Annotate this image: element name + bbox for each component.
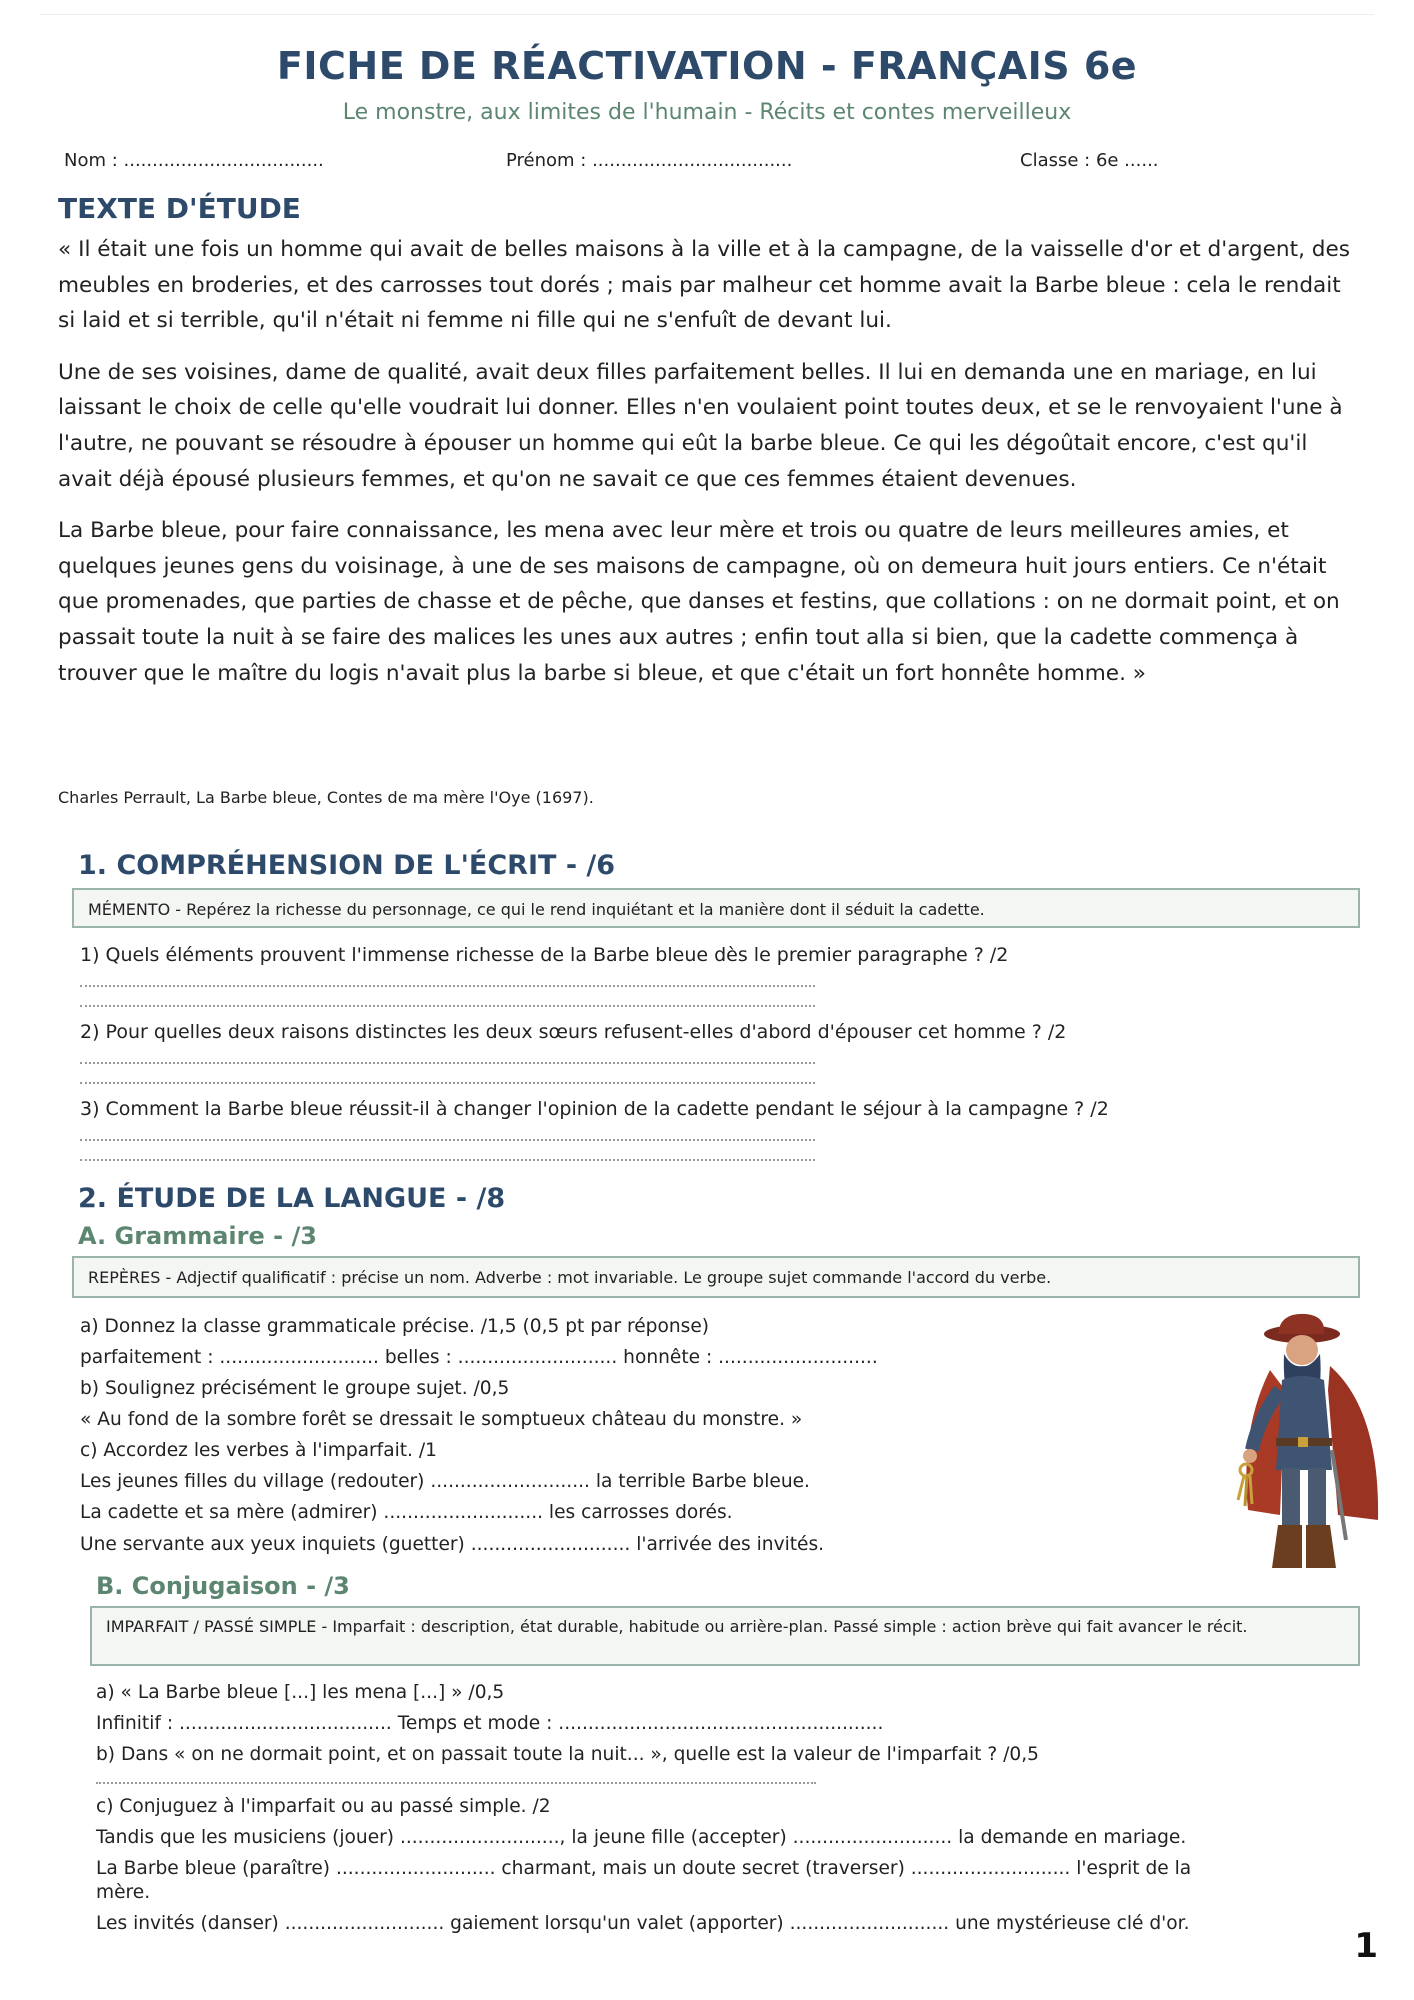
grammar-question-a: a) Donnez la classe grammaticale précise. /1,5 (0,5 pt par réponse) [80, 1316, 710, 1337]
page-subtitle: Le monstre, aux limites de l'humain - Récits et contes merveilleux [342, 100, 1072, 125]
memento-box [72, 888, 1360, 928]
conjugation-memo-text: IMPARFAIT / PASSÉ SIMPLE - Imparfait : description, état durable, habitude ou arrière-plan. Passé simple : action brève qui fait avancer le récit. [106, 1617, 1248, 1636]
section-1-heading: 1. COMPRÉHENSION DE L'ÉCRIT - /6 [78, 850, 616, 881]
grammar-sentence-c2[interactable]: La cadette et sa mère (admirer) ........................... les carrosses dorés. [80, 1502, 733, 1523]
top-divider [40, 14, 1374, 15]
conjugation-question-c: c) Conjuguez à l'imparfait ou au passé simple. /2 [96, 1796, 551, 1817]
study-text [58, 232, 1358, 707]
grammar-heading: A. Grammaire - /3 [78, 1222, 317, 1250]
answer-line[interactable] [80, 1082, 815, 1084]
conjugation-question-a: a) « La Barbe bleue [...] les mena [...] » /0,5 [96, 1682, 505, 1703]
grammar-sentence-b[interactable]: « Au fond de la sombre forêt se dressait le somptueux château du monstre. » [80, 1409, 803, 1430]
page-number: 1 [1354, 1926, 1378, 1966]
conjugation-answer-line-a[interactable]: Infinitif : .................................... Temps et mode : ....................................................... [96, 1713, 884, 1734]
reperes-box [72, 1256, 1360, 1298]
conjugation-sentence-c1[interactable]: Tandis que les musiciens (jouer) ..........................., la jeune fille (accepter) ........................... la demande en mariage. [96, 1827, 1187, 1848]
question-1: 1) Quels éléments prouvent l'immense richesse de la Barbe bleue dès le premier paragraphe ? /2 [80, 944, 1009, 966]
grammar-question-c: c) Accordez les verbes à l'imparfait. /1 [80, 1440, 437, 1461]
answer-line[interactable] [80, 985, 815, 987]
text-source: Charles Perrault, La Barbe bleue, Contes de ma mère l'Oye (1697). [58, 788, 594, 807]
conjugation-question-b: b) Dans « on ne dormait point, et on passait toute la nuit... », quelle est la valeur de l'imparfait ? /0,5 [96, 1744, 1039, 1765]
answer-line[interactable] [80, 1159, 815, 1161]
grammar-sentence-c1[interactable]: Les jeunes filles du village (redouter) ........................... la terrible Barbe bleue. [80, 1471, 810, 1492]
answer-line[interactable] [96, 1782, 816, 1784]
study-paragraph: La Barbe bleue, pour faire connaissance, les mena avec leur mère et trois ou quatre de leurs meilleures amies, et quelques jeunes gens du voisinage, à une de ses maisons de campagne, où on demeura huit jours entiers. Ce n'était que promenades, que parties de chasse et de pêche, que danses et festins, que collations : on ne dormait point, et on passait toute la nuit à se faire des malices les unes aux autres ; enfin tout alla si bien, que la cadette commença à trouver que le maître du logis n'avait plus la barbe si bleue, et que c'était un fort honnête homme. » [58, 518, 1340, 686]
question-2: 2) Pour quelles deux raisons distinctes les deux sœurs refusent-elles d'abord d'épouser cet homme ? /2 [80, 1021, 1067, 1043]
classe-field[interactable]: Classe : 6e ...... [1020, 150, 1159, 171]
question-3: 3) Comment la Barbe bleue réussit-il à changer l'opinion de la cadette pendant le séjour à la campagne ? /2 [80, 1098, 1109, 1120]
conjugation-heading: B. Conjugaison - /3 [96, 1572, 350, 1600]
answer-line[interactable] [80, 1062, 815, 1064]
answer-line[interactable] [80, 1005, 815, 1007]
conjugation-sentence-c3[interactable]: Les invités (danser) ........................... gaiement lorsqu'un valet (apporter) ........................... une mystérieuse clé d'or. [96, 1913, 1190, 1934]
page-title: FICHE DE RÉACTIVATION - FRANÇAIS 6e [276, 44, 1138, 88]
conjugation-memo-box [90, 1606, 1360, 1666]
grammar-sentence-c3[interactable]: Une servante aux yeux inquiets (guetter) ........................... l'arrivée des invités. [80, 1534, 825, 1555]
study-text-heading: TEXTE D'ÉTUDE [58, 192, 301, 225]
reperes-text: REPÈRES - Adjectif qualificatif : précise un nom. Adverbe : mot invariable. Le groupe sujet commande l'accord du verbe. [88, 1268, 1052, 1287]
study-paragraph: Une de ses voisines, dame de qualité, avait deux filles parfaitement belles. Il lui en demanda une en mariage, en lui laissant le choix de celle qu'elle voudrait lui donner. Elles n'en voulaient point toutes deux, et se le renvoyaient l'une à l'autre, ne pouvant se résoudre à épouser un homme qui eût la barbe bleue. Ce qui les dégoûtait encore, c'est qu'il avait déjà épousé plusieurs femmes, et qu'on ne savait ce que ces femmes étaient devenues. [58, 359, 1343, 492]
answer-line[interactable] [80, 1139, 815, 1141]
conjugation-sentence-c2-end: mère. [96, 1882, 151, 1903]
conjugation-sentence-c2[interactable]: La Barbe bleue (paraître) ........................... charmant, mais un doute secret (traverser) ........................... l'esprit de la [96, 1858, 1192, 1879]
grammar-question-b: b) Soulignez précisément le groupe sujet. /0,5 [80, 1378, 510, 1399]
memento-text: MÉMENTO - Repérez la richesse du personnage, ce qui le rend inquiétant et la manière dont il séduit la cadette. [88, 900, 985, 919]
study-paragraph: « Il était une fois un homme qui avait de belles maisons à la ville et à la campagne, de la vaisselle d'or et d'argent, des meubles en broderies, et des carrosses tout dorés ; mais par malheur cet homme avait la Barbe bleue : cela le rendait si laid et si terrible, qu'il n'était ni femme ni fille qui ne s'enfuît de devant lui. [58, 237, 1351, 334]
nom-field[interactable]: Nom : ................................... [64, 150, 324, 171]
prenom-field[interactable]: Prénom : ................................... [506, 150, 793, 171]
section-2-heading: 2. ÉTUDE DE LA LANGUE - /8 [78, 1183, 506, 1214]
grammar-answer-line-a[interactable]: parfaitement : ........................... belles : ........................... honnête : ........................... [80, 1347, 878, 1368]
bluebeard-illustration [1210, 1310, 1400, 1580]
